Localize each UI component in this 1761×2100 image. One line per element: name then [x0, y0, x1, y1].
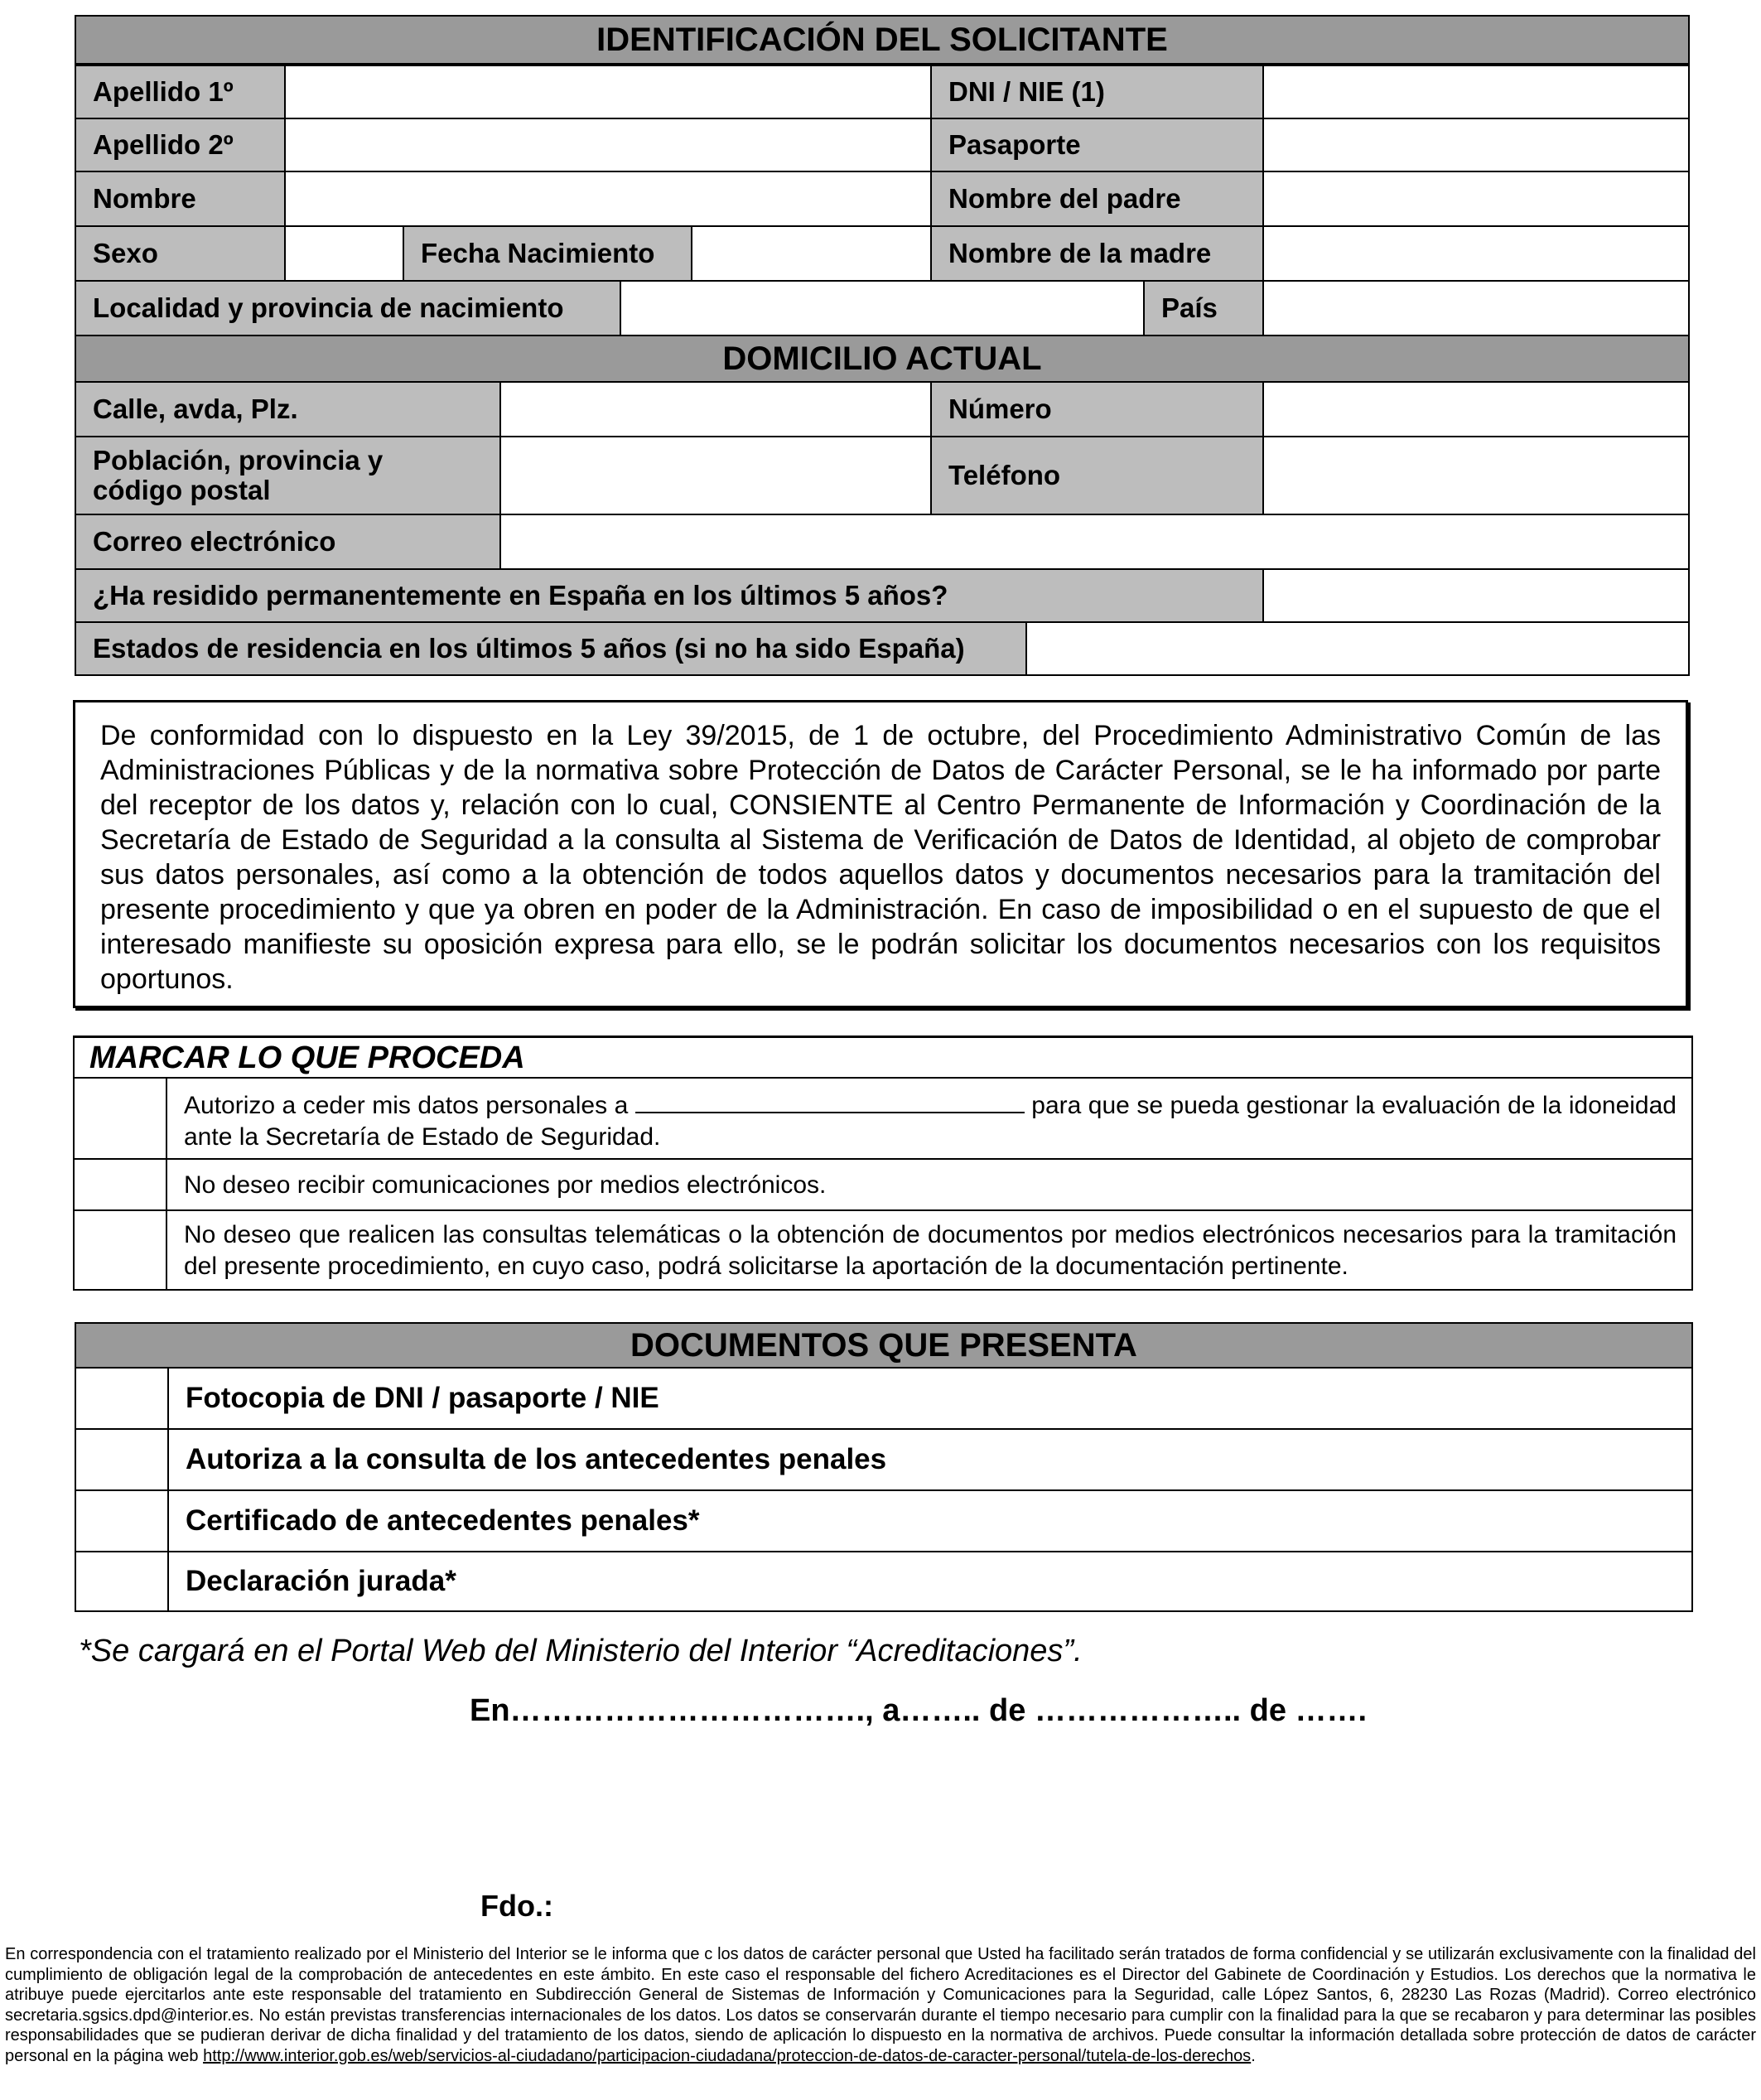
privacy-info-link[interactable]: http://www.interior.gob.es/web/servicios-al-ciudadano/participacion-ciudadana/proteccion-de-datos-de-caracter-personal/tutela-de-los-derechos [203, 2046, 1252, 2065]
estados-field[interactable] [1025, 621, 1690, 676]
date-line[interactable]: En……………………………., a…….. de ……………….. de ……. [470, 1693, 1368, 1728]
nombre-field[interactable] [284, 171, 932, 227]
fecha-nacimiento-field[interactable] [691, 225, 932, 282]
sexo-field[interactable] [284, 225, 404, 282]
domicilio-title: DOMICILIO ACTUAL [75, 335, 1690, 383]
pais-field[interactable] [1262, 280, 1690, 336]
checkbox-doc-declaracion[interactable] [75, 1551, 169, 1612]
localidad-label: Localidad y provincia de nacimiento [75, 280, 621, 336]
identificacion-title: IDENTIFICACIÓN DEL SOLICITANTE [75, 15, 1690, 65]
correo-field[interactable] [499, 514, 1690, 570]
pasaporte-label: Pasaporte [930, 118, 1264, 172]
checkbox-doc-certificado[interactable] [75, 1489, 169, 1552]
residido-label: ¿Ha residido permanentemente en España en los últimos 5 años? [75, 568, 1264, 623]
apellido2-field[interactable] [284, 118, 932, 172]
dni-field[interactable] [1262, 65, 1690, 119]
pasaporte-field[interactable] [1262, 118, 1690, 172]
nombre-padre-field[interactable] [1262, 171, 1690, 227]
fecha-nacimiento-label: Fecha Nacimiento [403, 225, 692, 282]
calle-label: Calle, avda, Plz. [75, 381, 501, 437]
poblacion-field[interactable] [499, 436, 932, 515]
checkbox-consultas[interactable] [73, 1209, 167, 1291]
doc-item-dni: Fotocopia de DNI / pasaporte / NIE [167, 1367, 1693, 1430]
cesion-destinatario-blank[interactable] [635, 1090, 1025, 1113]
consent-text: De conformidad con lo dispuesto en la Ley 39/2015, de 1 de octubre, del Procedimiento Administrativo Común de las Administraciones Públicas y de la normativa sobre Protección de Datos de Carácter Personal, se le ha informado por parte del receptor de los datos y, relación con lo cual, CONSIENTE al Centro Permanente de Información y Coordinación de la Secretaría de Estado de Seguridad a la consulta al Sistema de Verificación de Datos de Identidad, al objeto de comprobar sus datos personales, así como a la obtención de todos aquellos datos y documentos necesarios para la tramitación del presente procedimiento y que ya obren en poder de la Administración. En caso de imposibilidad o en el supuesto de que el interesado manifieste su oposición expresa para ello, se le podrán solicitar los documentos necesarios con los requisitos oportunos. [100, 720, 1661, 995]
numero-field[interactable] [1262, 381, 1690, 437]
option-autorizo: Autorizo a ceder mis datos personales a para que se pueda gestionar la evaluación de la idoneidad ante la Secretaría de Estado de Seguridad. [166, 1077, 1693, 1160]
doc-item-certificado: Certificado de antecedentes penales* [167, 1489, 1693, 1552]
apellido1-label: Apellido 1º [75, 65, 286, 119]
dni-label: DNI / NIE (1) [930, 65, 1264, 119]
nombre-madre-label: Nombre de la madre [930, 225, 1264, 282]
estados-label: Estados de residencia en los últimos 5 años (si no ha sido España) [75, 621, 1027, 676]
marcar-title: MARCAR LO QUE PROCEDA [89, 1040, 525, 1075]
numero-label: Número [930, 381, 1264, 437]
doc-item-consulta: Autoriza a la consulta de los antecedentes penales [167, 1428, 1693, 1491]
privacy-footer-text: En correspondencia con el tratamiento realizado por el Ministerio del Interior se le informa que c los datos de carácter personal que Usted ha facilitado serán tratados de forma confidencial y se utilizarán exclusivamente con la finalidad del cumplimiento de obligación legal de la comprobación de antecedentes en este ámbito. En este caso el responsable del fichero Acreditaciones es el Director del Gabinete de Coordinación y Estudios. Los derechos que la normativa le atribuye puede ejercitarlos ante este responsable del tratamiento en Subdirección General de Sistemas de Información y Comunicaciones para la Seguridad, calle López Santos, 6, 28230 Las Rozas (Madrid). Correo electrónico secretaria.sgsics.dpd@interior.es. No están previstas transferencias internacionales de los datos. Los datos se conservarán durante el tiempo necesario para cumplir con la finalidad para la que se recabaron y para determinar las posibles responsabilidades que se pudieran derivar de dicha finalidad y del tratamiento de los datos, siendo de aplicación lo dispuesto en la normativa de archivos. Puede consultar la información detallada sobre protección de datos de carácter personal en la página web [5, 1945, 1756, 2065]
nombre-padre-label: Nombre del padre [930, 171, 1264, 227]
option-comunicaciones: No deseo recibir comunicaciones por medios electrónicos. [166, 1158, 1693, 1211]
residido-field[interactable] [1262, 568, 1690, 623]
checkbox-doc-dni[interactable] [75, 1367, 169, 1430]
privacy-footer-end: . [1251, 2046, 1256, 2065]
nombre-madre-field[interactable] [1262, 225, 1690, 282]
doc-item-declaracion: Declaración jurada* [167, 1551, 1693, 1612]
checkbox-doc-consulta[interactable] [75, 1428, 169, 1491]
option-consultas: No deseo que realicen las consultas telemáticas o la obtención de documentos por medios electrónicos necesarios para la tramitación del presente procedimiento, en cuyo caso, podrá solicitarse la aportación de la documentación pertinente. [166, 1209, 1693, 1291]
calle-field[interactable] [499, 381, 932, 437]
correo-label: Correo electrónico [75, 514, 501, 570]
telefono-label: Teléfono [930, 436, 1264, 515]
telefono-field[interactable] [1262, 436, 1690, 515]
checkbox-autorizo[interactable] [73, 1077, 167, 1160]
nombre-label: Nombre [75, 171, 286, 227]
checkbox-comunicaciones[interactable] [73, 1158, 167, 1211]
signature-label: Fdo.: [480, 1889, 553, 1923]
poblacion-label [75, 436, 501, 515]
sexo-label: Sexo [75, 225, 286, 282]
marcar-title-row [73, 1036, 1693, 1079]
apellido1-field[interactable] [284, 65, 932, 119]
consent-box [73, 700, 1688, 1008]
acreditaciones-note: *Se cargará en el Portal Web del Ministerio del Interior “Acreditaciones”. [79, 1634, 1083, 1668]
documentos-title: DOCUMENTOS QUE PRESENTA [75, 1322, 1693, 1369]
poblacion-label-text: Población, provincia y código postal [93, 445, 384, 505]
privacy-footer [5, 1944, 1756, 2066]
pais-label: País [1143, 280, 1264, 336]
localidad-field[interactable] [620, 280, 1145, 336]
apellido2-label: Apellido 2º [75, 118, 286, 172]
